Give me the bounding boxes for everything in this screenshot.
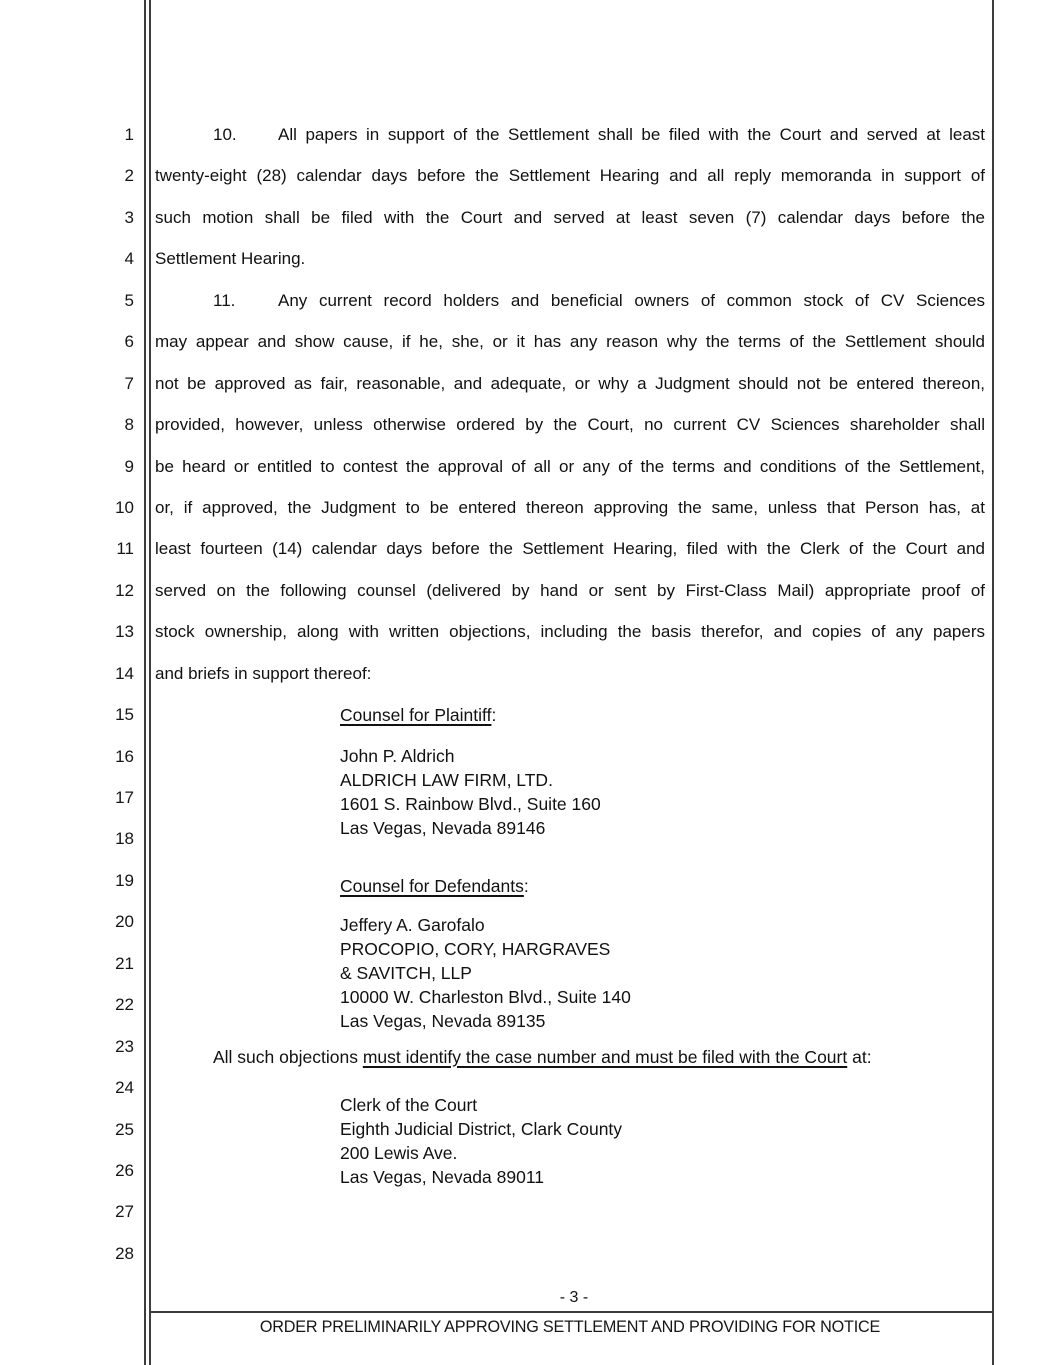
body-text-line [155,496,985,520]
line-number: 16 [115,747,134,766]
body-text-line [155,372,985,396]
body-text-line [155,662,985,686]
line-number: 27 [115,1202,134,1221]
footer-rule [151,1311,993,1313]
line-number: 17 [115,788,134,807]
counsel-plaintiff-heading-text: Counsel for Plaintiff [340,705,492,725]
line-number: 7 [124,374,134,393]
address-line: 10000 W. Charleston Blvd., Suite 140 [340,987,631,1007]
address-line: Las Vegas, Nevada 89146 [340,818,546,838]
line-number: 2 [124,166,134,185]
body-text-line [155,289,985,313]
footer-document-title: ORDER PRELIMINARILY APPROVING SETTLEMENT AND PROVIDING FOR NOTICE [259,1318,881,1336]
address-line: 200 Lewis Ave. [340,1143,458,1163]
body-text: be heard or entitled to contest the approval of all or any of the terms and conditions of the Settlement, [155,457,985,476]
body-text: may appear and show cause, if he, she, or it has any reason why the terms of the Settlement should [155,332,985,351]
clerk-of-court-address-block [340,1093,622,1189]
line-number: 19 [115,871,134,890]
line-number: 12 [115,581,134,600]
line-number: 14 [115,664,134,683]
line-number: 18 [115,829,134,848]
address-line: PROCOPIO, CORY, HARGRAVES [340,939,611,959]
body-text: provided, however, unless otherwise ordered by the Court, no current CV Sciences shareholder shall [155,415,985,434]
body-text: Any current record holders and beneficial owners of common stock of CV Sciences [278,291,985,310]
counsel-plaintiff-address-block [340,744,601,840]
address-line: ALDRICH LAW FIRM, LTD. [340,770,553,790]
line-number: 13 [115,622,134,641]
line-number: 3 [124,208,134,227]
line-number: 6 [124,332,134,351]
address-line: Eighth Judicial District, Clark County [340,1119,623,1139]
left-double-rule-outer [144,0,146,1365]
line-number: 20 [115,912,134,931]
line-number: 11 [116,539,134,558]
address-line: Las Vegas, Nevada 89011 [340,1167,545,1187]
body-text-line [155,247,985,271]
body-text-line [155,206,985,230]
line-number: 24 [115,1078,134,1097]
objections-suffix: at: [847,1047,872,1067]
line-number: 8 [124,415,134,434]
line-number: 5 [124,291,134,310]
objections-instruction-line [155,1045,985,1069]
body-text-line [155,413,985,437]
line-number: 1 [124,125,134,144]
body-text: served on the following counsel (delivered by hand or sent by First-Class Mail) appropriate proof of [155,581,985,600]
body-text: Settlement Hearing. [155,249,306,268]
line-number: 28 [115,1244,134,1263]
counsel-plaintiff-heading-colon: : [491,705,497,725]
address-line: John P. Aldrich [340,746,455,766]
body-text: or, if approved, the Judgment to be entered thereon approving the same, unless that Person has, at [155,498,985,517]
body-text: not be approved as fair, reasonable, and adequate, or why a Judgment should not be entered thereon, [155,374,985,393]
line-number: 21 [115,954,134,973]
paragraph-number: 10. [213,125,237,144]
objections-prefix: All such objections [213,1047,363,1067]
body-text-line [155,620,985,644]
address-line: & SAVITCH, LLP [340,963,472,983]
body-text-line [155,164,985,188]
body-text: least fourteen (14) calendar days before the Settlement Hearing, filed with the Clerk of the Court and [155,539,985,558]
objections-underlined-text: must identify the case number and must be filed with the Court [362,1047,848,1067]
line-number: 4 [124,249,134,268]
counsel-defendants-heading-text: Counsel for Defendants [340,876,524,896]
body-text: All papers in support of the Settlement shall be filed with the Court and served at least [278,125,985,144]
counsel-defendants-heading-colon: : [523,876,529,896]
line-number: 10 [115,498,134,517]
body-text-line [155,330,985,354]
address-line: Clerk of the Court [340,1095,478,1115]
line-number: 9 [124,457,134,476]
address-line: Jeffery A. Garofalo [340,915,485,935]
right-margin-rule [992,0,994,1365]
counsel-plaintiff-heading [340,703,496,727]
address-line: Las Vegas, Nevada 89135 [340,1011,546,1031]
body-text: twenty-eight (28) calendar days before the Settlement Hearing and all reply memoranda in support of [155,166,985,185]
line-number: 25 [115,1120,134,1139]
body-text-line [155,537,985,561]
body-text: and briefs in support thereof: [155,664,372,683]
body-text-line [155,455,985,479]
line-number: 26 [115,1161,134,1180]
body-text-line [155,123,985,147]
left-double-rule-inner [149,0,151,1365]
body-text: stock ownership, along with written objections, including the basis therefor, and copies of any papers [155,622,985,641]
line-number: 23 [115,1037,134,1056]
address-line: 1601 S. Rainbow Blvd., Suite 160 [340,794,601,814]
counsel-defendants-address-block [340,913,631,1033]
body-text-line [155,579,985,603]
paragraph-number: 11. [213,291,236,310]
counsel-defendants-heading [340,874,529,898]
page-number: - 3 - [559,1289,589,1306]
body-text: such motion shall be filed with the Court and served at least seven (7) calendar days before the [155,208,985,227]
line-number: 15 [115,705,134,724]
line-number: 22 [115,995,134,1014]
